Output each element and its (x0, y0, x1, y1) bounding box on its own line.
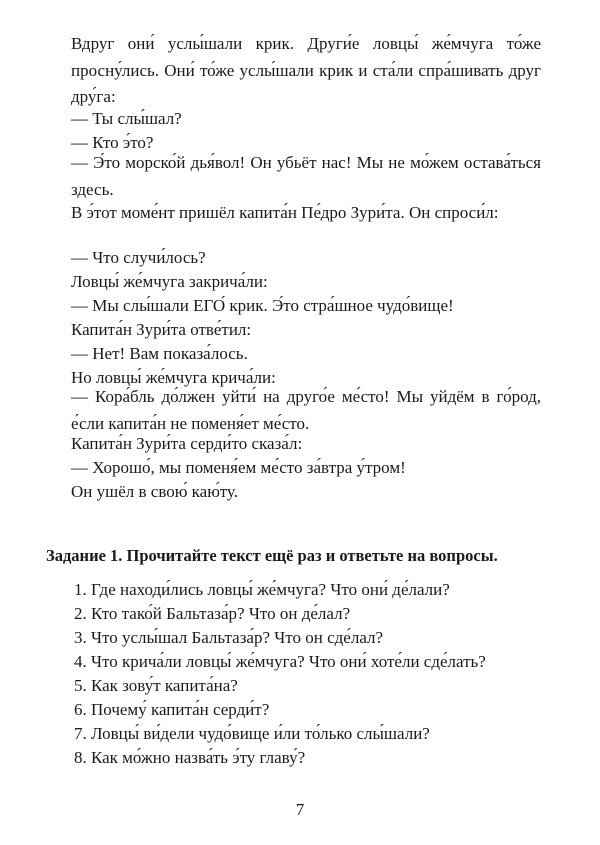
story-line-8: Но ловцы́ же́мчуга крича́ли: (71, 368, 276, 387)
question-item: 4. Что крича́ли ловцы́ же́мчуга? Что они́ хоте́ли сде́лать? (74, 652, 486, 671)
story-line-1: — Ты слы́шал? (71, 109, 182, 128)
story-line-5: — Мы слы́шали ЕГО́ крик. Э́то стра́шное чудо́вище! (71, 296, 454, 315)
story-paragraph-1: Вдруг они́ услы́шали крик. Други́е ловцы́ же́мчуга то́же просну́лись. Они́ то́же услы́шали крик и ста́ли спра́шивать друг дру́га: (71, 34, 541, 106)
page-number: 7 (295, 800, 305, 819)
question-item: 2. Кто тако́й Бальтаза́р? Что он де́лал? (74, 604, 351, 623)
question-item: 1. Где находи́лись ловцы́ же́мчуга? Что они́ де́лали? (74, 580, 450, 599)
question-item: 5. Как зову́т капита́на? (74, 676, 238, 695)
story-paragraph-2: — Э́то морско́й дья́вол! Он убьёт нас! Мы не мо́жем остава́ться здесь. (71, 153, 541, 199)
story-line-3: — Что случи́лось? (71, 248, 206, 267)
story-line-10: — Хорошо́, мы поменя́ем ме́сто за́втра у́тром! (71, 458, 406, 477)
story-line-6: Капита́н Зури́та отве́тил: (71, 320, 252, 339)
story-line-9: Капита́н Зури́та серди́то сказа́л: (71, 434, 303, 453)
story-paragraph-3: В э́тот моме́нт пришёл капита́н Пе́дро Зури́та. Он спроси́л: (71, 203, 499, 222)
story-line-11: Он ушёл в свою́ каю́ту. (71, 482, 238, 501)
question-item: 3. Что услы́шал Бальтаза́р? Что он сде́лал? (74, 628, 384, 647)
story-line-4: Ловцы́ же́мчуга закрича́ли: (71, 272, 268, 291)
story-paragraph-4: — Кора́бль до́лжен уйти́ на друго́е ме́сто! Мы уйдём в го́род, е́сли капита́н не поменя́ет ме́сто. (71, 387, 541, 433)
story-line-7: — Нет! Вам показа́лось. (71, 344, 248, 363)
question-item: 7. Ловцы́ ви́дели чудо́вище и́ли то́лько слы́шали? (74, 724, 430, 743)
question-item: 8. Как мо́жно назва́ть э́ту главу́? (74, 748, 306, 767)
story-line-2: — Кто э́то? (71, 133, 154, 152)
question-item: 6. Почему́ капита́н серди́т? (74, 700, 270, 719)
task-heading: Задание 1. Прочитайте текст ещё раз и ответьте на вопросы. (46, 546, 498, 565)
